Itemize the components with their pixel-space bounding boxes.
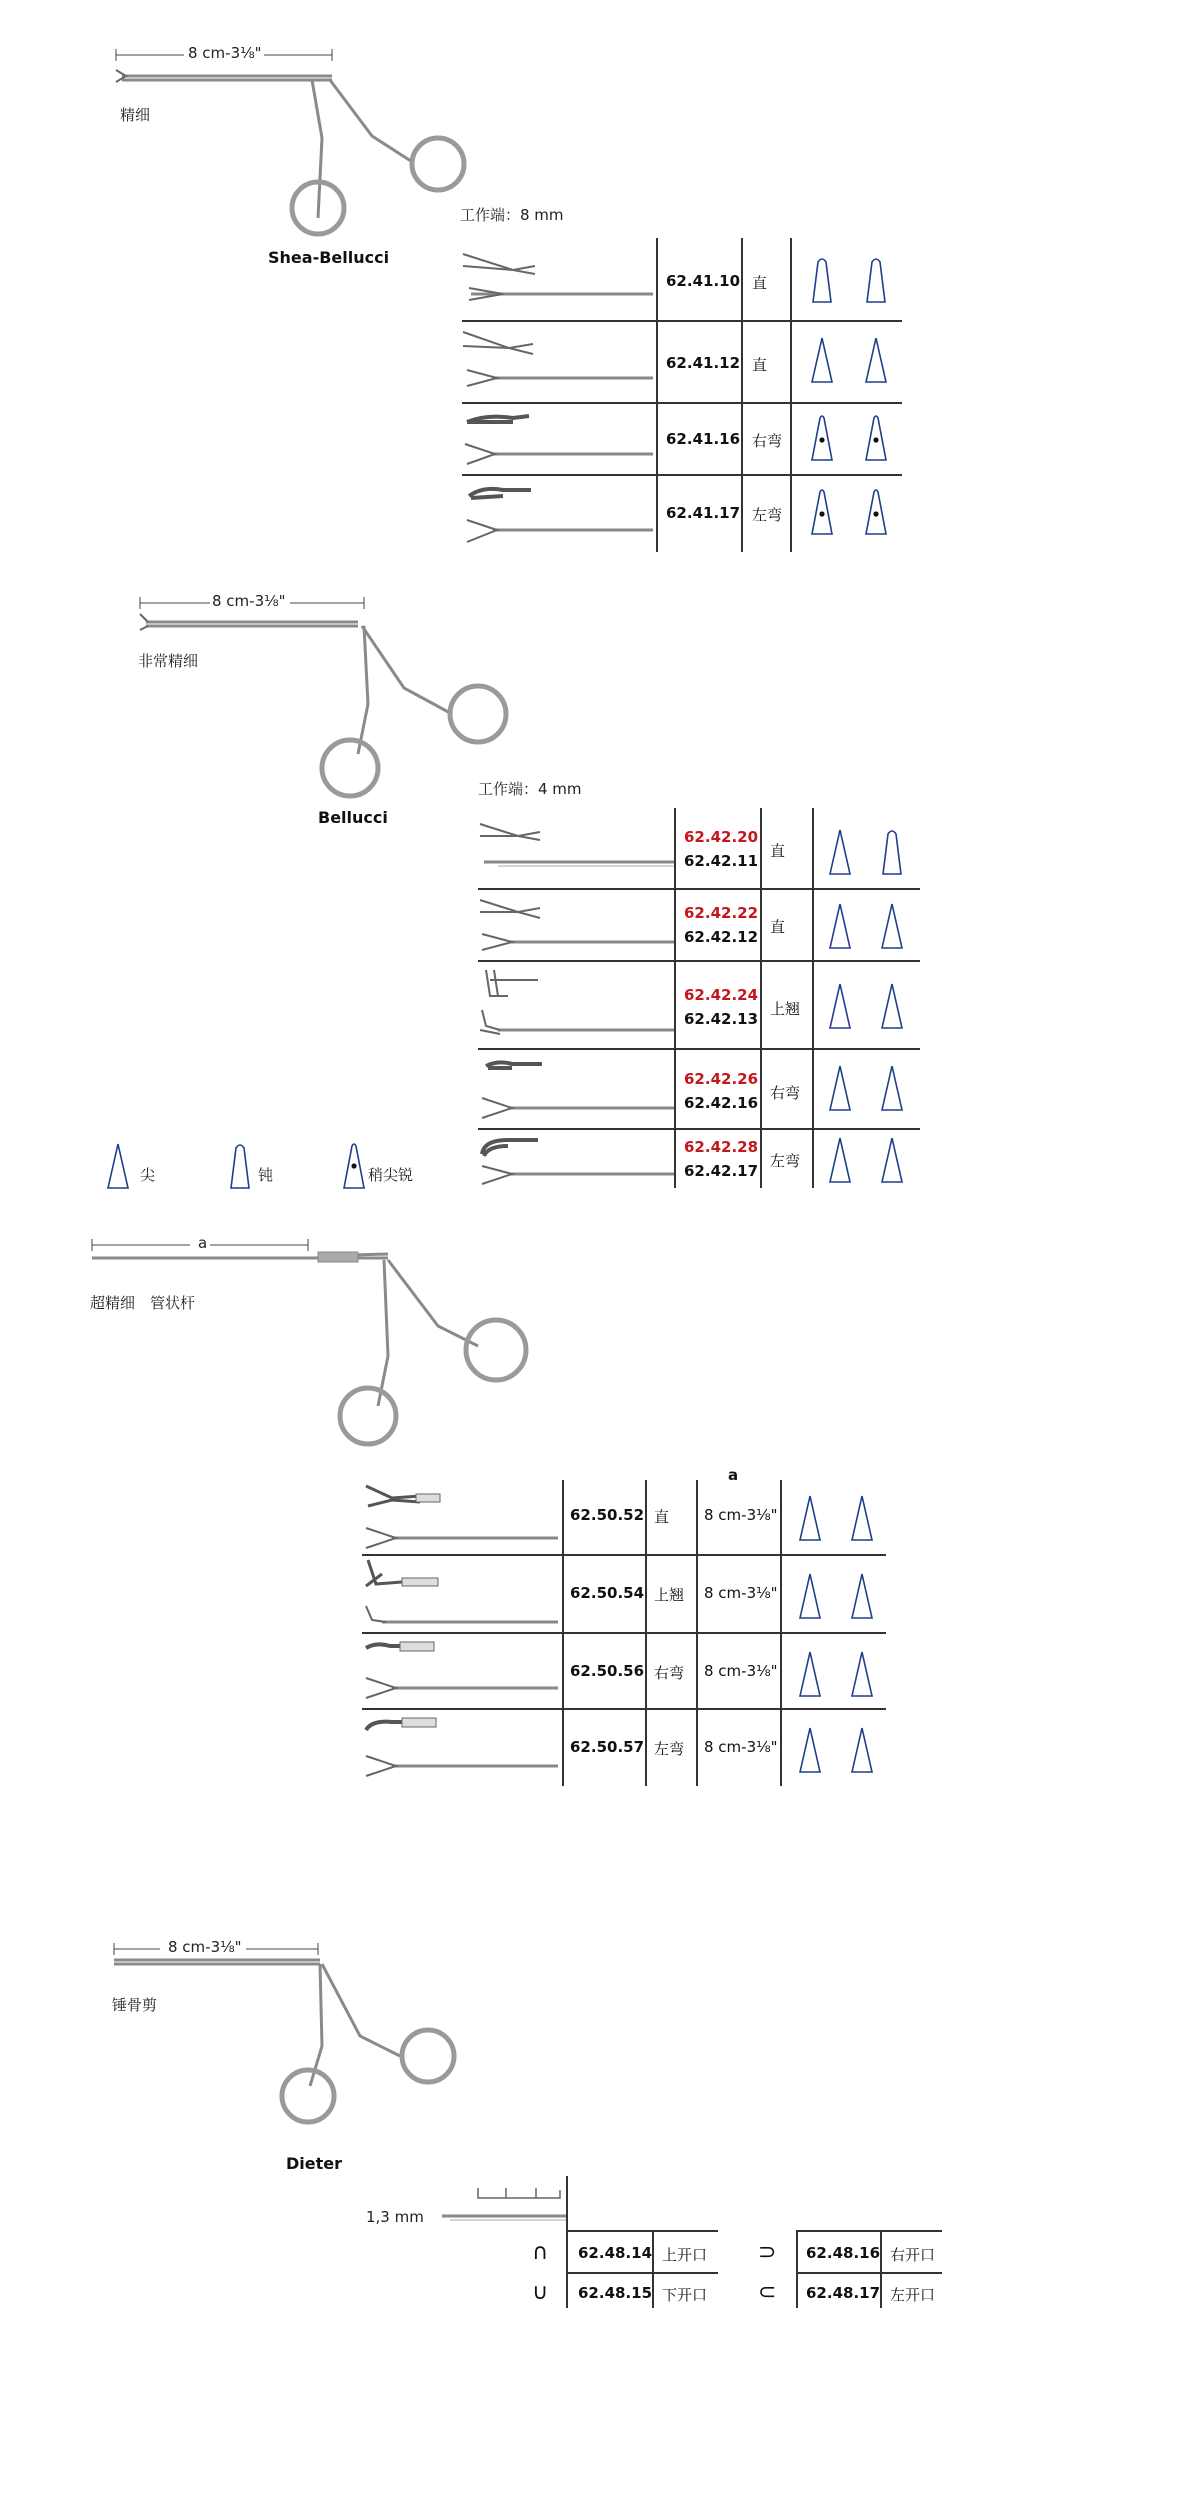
tip-illustration	[362, 1560, 558, 1632]
instrument-name-4: Dieter	[286, 2154, 343, 2173]
sharp-tip-icon	[850, 1726, 874, 1774]
sharp-tip-icon	[880, 1064, 904, 1112]
product-code-red: 62.42.22	[684, 904, 759, 922]
tip-illustration	[463, 480, 653, 546]
product-code: 62.50.54	[570, 1584, 645, 1602]
measure-label-4: 8 cm-3⅛"	[168, 1938, 242, 1956]
tip-type: 直	[752, 356, 768, 374]
forceps-illustration-3	[88, 1246, 548, 1446]
fine-tip-icon	[810, 414, 834, 462]
opening-symbol-icon: ∪	[532, 2280, 549, 2305]
product-code: 62.48.15	[578, 2284, 653, 2302]
fine-tip-icon	[342, 1142, 366, 1190]
instrument-desc-2: 非常精细	[138, 652, 199, 670]
sharp-tip-icon	[828, 982, 852, 1030]
sharp-tip-icon	[828, 902, 852, 950]
tip-illustration	[362, 1712, 558, 1786]
product-code-red: 62.42.26	[684, 1070, 759, 1088]
tip-illustration	[362, 1484, 558, 1552]
length: 8 cm-3⅛"	[704, 1584, 778, 1602]
tip-type: 直	[770, 842, 786, 860]
product-code: 62.50.56	[570, 1662, 645, 1680]
product-code: 62.48.16	[806, 2244, 881, 2262]
tip-type: 直	[752, 274, 768, 292]
opening-type: 下开口	[662, 2286, 708, 2304]
product-code-red: 62.42.20	[684, 828, 759, 846]
instrument-desc-4: 锤骨剪	[112, 1996, 158, 2014]
tip-type: 左弯	[770, 1152, 801, 1170]
tip-illustration	[463, 408, 653, 470]
sharp-tip-icon	[798, 1726, 822, 1774]
tip-type: 左弯	[752, 506, 783, 524]
forceps-illustration-2	[136, 604, 516, 814]
tip-type: 上翘	[770, 1000, 801, 1018]
measure-label-2: 8 cm-3⅛"	[212, 592, 286, 610]
sharp-tip-icon	[810, 336, 834, 384]
product-code: 62.48.14	[578, 2244, 653, 2262]
fine-tip-icon	[810, 488, 834, 536]
sharp-tip-icon	[850, 1572, 874, 1620]
tip-type: 右弯	[752, 432, 783, 450]
tip-illustration	[436, 2184, 566, 2232]
opening-symbol-icon: ⊂	[758, 2280, 777, 2305]
length: 8 cm-3⅛"	[704, 1506, 778, 1524]
measure-label-3: a	[198, 1234, 208, 1252]
instrument-name-1: Shea-Bellucci	[268, 248, 390, 267]
product-code: 62.42.13	[684, 1010, 759, 1028]
sharp-tip-icon	[850, 1650, 874, 1698]
sharp-tip-icon	[828, 1064, 852, 1112]
blunt-tip-icon	[864, 256, 888, 304]
fine-tip-icon	[864, 414, 888, 462]
size-label: 1,3 mm	[366, 2208, 424, 2226]
sharp-tip-icon	[828, 828, 852, 876]
product-code: 62.50.57	[570, 1738, 645, 1756]
product-code: 62.42.11	[684, 852, 759, 870]
sharp-tip-icon	[880, 1136, 904, 1184]
instrument-desc-3: 超精细 管状杆	[90, 1294, 196, 1312]
tip-illustration	[478, 1054, 674, 1126]
tip-type: 直	[770, 918, 786, 936]
legend-sharp: 尖	[140, 1166, 156, 1184]
product-code: 62.50.52	[570, 1506, 645, 1524]
product-code: 62.42.12	[684, 928, 759, 946]
blunt-tip-icon	[228, 1142, 252, 1190]
scissors-illustration	[110, 1946, 470, 2146]
tip-type: 上翘	[654, 1586, 685, 1604]
product-code: 62.42.16	[684, 1094, 759, 1112]
instrument-desc-1: 精细	[120, 106, 151, 124]
product-code: 62.41.17	[666, 504, 741, 522]
length: 8 cm-3⅛"	[704, 1662, 778, 1680]
sharp-tip-icon	[850, 1494, 874, 1542]
sharp-tip-icon	[798, 1572, 822, 1620]
sharp-tip-icon	[828, 1136, 852, 1184]
measure-label-1: 8 cm-3⅛"	[188, 44, 262, 62]
tip-illustration	[463, 328, 653, 392]
product-code-red: 62.42.28	[684, 1138, 759, 1156]
fine-tip-icon	[864, 488, 888, 536]
opening-symbol-icon: ∩	[532, 2240, 549, 2265]
opening-type: 上开口	[662, 2246, 708, 2264]
length: 8 cm-3⅛"	[704, 1738, 778, 1756]
product-code: 62.41.10	[666, 272, 741, 290]
legend-fine: 稍尖锐	[368, 1166, 414, 1184]
column-header-a: a	[728, 1466, 739, 1484]
product-code-red: 62.42.24	[684, 986, 759, 1004]
sharp-tip-icon	[864, 336, 888, 384]
tip-type: 左弯	[654, 1740, 685, 1758]
product-code: 62.41.12	[666, 354, 741, 372]
opening-type: 右开口	[890, 2246, 936, 2264]
sharp-tip-icon	[798, 1494, 822, 1542]
working-end-1: 工作端：8 mm	[460, 206, 564, 224]
tip-illustration	[478, 1132, 674, 1188]
product-code: 62.42.17	[684, 1162, 759, 1180]
tip-illustration	[478, 966, 674, 1046]
product-code: 62.41.16	[666, 430, 741, 448]
tip-type: 直	[654, 1508, 670, 1526]
tip-illustration	[362, 1638, 558, 1708]
tip-illustration	[463, 248, 653, 308]
product-code: 62.48.17	[806, 2284, 881, 2302]
opening-type: 左开口	[890, 2286, 936, 2304]
tip-illustration	[478, 896, 674, 956]
tip-type: 右弯	[770, 1084, 801, 1102]
tip-illustration	[478, 818, 674, 878]
sharp-tip-icon	[106, 1142, 130, 1190]
tip-type: 右弯	[654, 1664, 685, 1682]
blunt-tip-icon	[880, 828, 904, 876]
sharp-tip-icon	[798, 1650, 822, 1698]
forceps-illustration-1	[112, 58, 472, 258]
instrument-name-2: Bellucci	[318, 808, 388, 827]
working-end-2: 工作端：4 mm	[478, 780, 582, 798]
sharp-tip-icon	[880, 982, 904, 1030]
legend-blunt: 钝	[258, 1166, 274, 1184]
sharp-tip-icon	[880, 902, 904, 950]
opening-symbol-icon: ⊃	[758, 2240, 777, 2265]
blunt-tip-icon	[810, 256, 834, 304]
